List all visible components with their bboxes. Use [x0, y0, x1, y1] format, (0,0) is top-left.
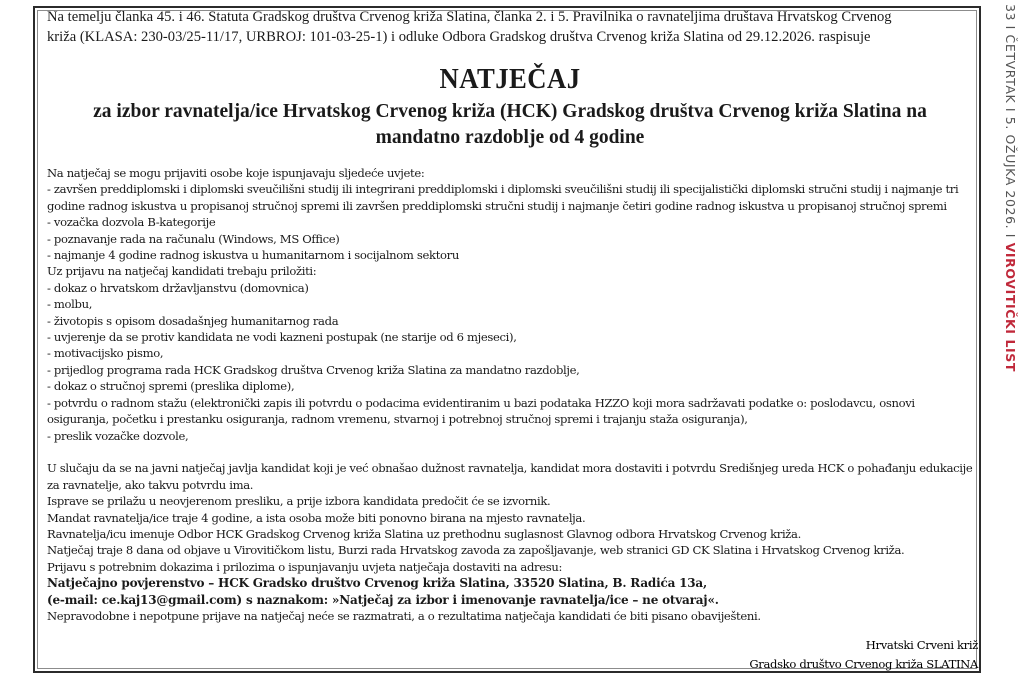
subtitle-line: mandatno razdoblje od 4 godine	[375, 127, 645, 148]
page-date-label: 33 I ČETVRTAK I 5. OŽUJKA 2026.	[1003, 4, 1018, 234]
notice-title: NATJEČAJ	[439, 63, 581, 95]
publication-name: VIROVITIČKI LIST	[1003, 242, 1018, 373]
attachment-item: - molbu,	[47, 297, 93, 312]
attachment-item: osiguranja, početku i prestanku osiguranja, radnom vremenu, stvarnoj i potrebnoj stručnoj spremi i trajanju staža osiguranja),	[47, 412, 748, 427]
closing-statement: Nepravodobne i nepotpune prijave na natječaj neće se razmatrati, a o rezultatima natječaja kandidati će biti pisano obaviješteni.	[47, 608, 761, 623]
attachment-item: - dokaz o stručnoj spremi (preslika diplome),	[47, 379, 295, 394]
conditions-intro: Na natječaj se mogu prijaviti osobe koje ispunjavaju sljedeće uvjete:	[47, 166, 425, 180]
attachments-list	[47, 280, 973, 444]
submission-address	[47, 575, 973, 608]
notice-subtitle	[47, 99, 973, 151]
attachment-item: - preslik vozačke dozvole,	[47, 428, 189, 443]
note-line: Natječaj traje 8 dana od objave u Virovitičkom listu, Burzi rada Hrvatskog zavoda za zapošljavanje, web stranici GD CK Slatina i Hrvatskog Crvenog križa.	[47, 543, 905, 558]
page-margin-header	[996, 4, 1018, 373]
spacer	[47, 444, 973, 460]
attachment-item: - prijedlog programa rada HCK Gradskog društva Crvenog križa Slatina za mandatno razdoblje,	[47, 362, 580, 377]
signature-line: Gradsko društvo Crvenog križa SLATINA	[749, 657, 978, 671]
note-line: Prijavu s potrebnim dokazima i prilozima o ispunjavanju uvjeta natječaja dostaviti na adresu:	[47, 559, 563, 574]
intro-line: križa (KLASA: 230-03/25-11/17, URBROJ: 101-03-25-1) i odluke Odbora Gradskog društva Crvenog križa Slatina od 29.12.2026. raspisuje	[47, 29, 871, 45]
signature-block	[749, 636, 978, 674]
condition-item: - poznavanje rada na računalu (Windows, MS Office)	[47, 231, 340, 246]
address-line: Natječajno povjerenstvo – HCK Gradsko društvo Crvenog križa Slatina, 33520 Slatina, B. Radića 13a,	[47, 576, 707, 591]
attachments-intro: Uz prijavu na natječaj kandidati trebaju priložiti:	[47, 264, 317, 279]
condition-item: godine radnog iskustva u propisanoj stručnoj spremi ili završen preddiplomski stručni studij i najmanje četiri godine radnog iskustva u propisanoj stručnoj spremi	[47, 198, 947, 213]
conditions-list	[47, 181, 973, 263]
note-line: U slučaju da se na javni natječaj javlja kandidat koji je već obnašao dužnost ravnatelja, kandidat mora dostaviti i potvrdu Središnjeg ureda HCK o pohađanju edukacije	[47, 461, 973, 476]
condition-item: - najmanje 4 godine radnog iskustva u humanitarnom i socijalnom sektoru	[47, 248, 459, 263]
note-line: Mandat ravnatelja/ice traje 4 godine, a ista osoba može biti ponovno birana na mjesto ravnatelja.	[47, 510, 586, 525]
condition-item: - vozačka dozvola B-kategorije	[47, 215, 216, 230]
separator: I	[1003, 233, 1018, 243]
note-line: za ravnatelje, ako takvu potvrdu ima.	[47, 477, 254, 492]
notes-block	[47, 460, 973, 575]
email-and-label-line[interactable]: (e-mail: ce.kaj13@gmail.com) s naznakom: »Natječaj za izbor i imenovanje ravnatelja/ice – ne otvaraj«.	[47, 592, 719, 607]
attachment-item: - dokaz o hrvatskom državljanstvu (domovnica)	[47, 280, 309, 295]
condition-item: - završen preddiplomski i diplomski sveučilišni studij ili integrirani preddiplomski i diplomski sveučilišni studij ili specijalistički diplomski stručni studij i najmanje tri	[47, 182, 959, 197]
signature-line: Hrvatski Crveni križ	[865, 638, 978, 652]
legal-basis-paragraph	[47, 7, 973, 47]
note-line: Isprave se prilažu u neovjerenom presliku, a prije izbora kandidata predočit će se izvornik.	[47, 494, 551, 509]
attachment-item: - uvjerenje da se protiv kandidata ne vodi kazneni postupak (ne starije od 6 mjeseci),	[47, 330, 517, 345]
note-line: Ravnatelja/icu imenuje Odbor HCK Gradskog Crvenog križa Slatina uz prethodnu suglasnost Glavnog odbora Hrvatskog Crvenog križa.	[47, 526, 801, 541]
job-notice	[47, 7, 973, 624]
issue-info	[1003, 4, 1018, 372]
attachment-item: - životopis s opisom dosadašnjeg humanitarnog rada	[47, 313, 339, 328]
attachment-item: - potvrdu o radnom stažu (elektronički zapis ili potvrdu o podacima evidentiranim u bazi podataka HZZO koji mora sadržavati podatke o: poslodavcu, osnovi	[47, 395, 915, 410]
subtitle-line: za izbor ravnatelja/ice Hrvatskog Crvenog križa (HCK) Gradskog društva Crvenog križa Slatina na	[93, 101, 927, 122]
intro-line: Na temelju članka 45. i 46. Statuta Gradskog društva Crvenog križa Slatina, članka 2. i 5. Pravilnika o ravnateljima društava Hrvatskog Crvenog	[47, 9, 892, 25]
attachment-item: - motivacijsko pismo,	[47, 346, 164, 361]
notice-body	[47, 165, 973, 624]
